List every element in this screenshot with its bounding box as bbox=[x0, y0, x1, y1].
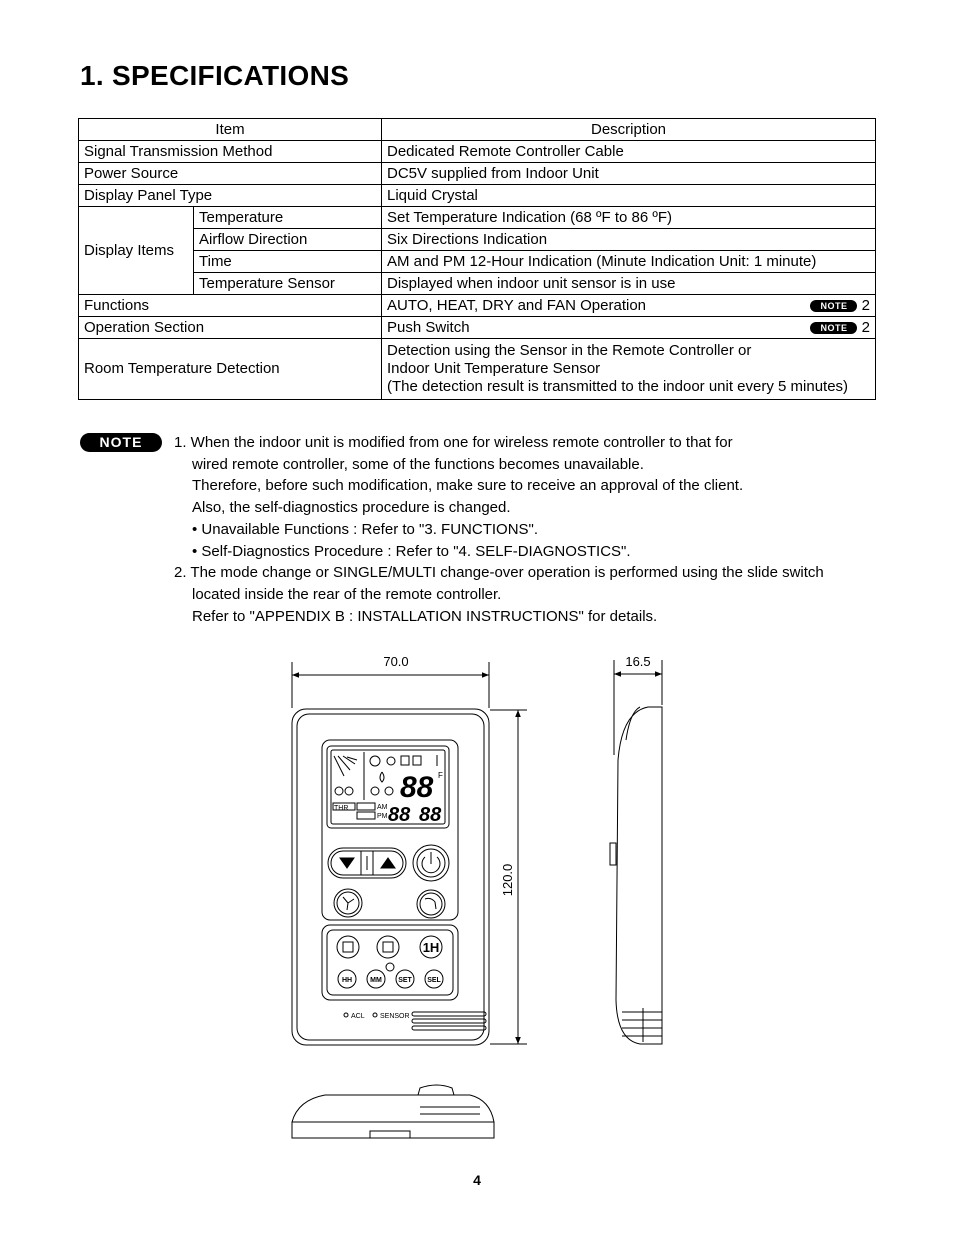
note-line: 1. When the indoor unit is modified from one for wireless remote controller to that for bbox=[174, 434, 733, 451]
cell-desc: Six Directions Indication bbox=[382, 229, 876, 251]
vent-slots bbox=[412, 1012, 486, 1030]
sensor-indicator-icon bbox=[373, 1013, 377, 1017]
sensor-label: SENSOR bbox=[380, 1013, 410, 1020]
note-line: Therefore, before such modification, make sure to receive an approval of the client. bbox=[192, 477, 744, 495]
desc-line: Detection using the Sensor in the Remote Controller or bbox=[387, 342, 752, 359]
side-view bbox=[610, 707, 662, 1044]
header-item: Item bbox=[79, 119, 382, 141]
cell-item: Display Items bbox=[79, 207, 194, 295]
header-description: Description bbox=[382, 119, 876, 141]
cell-subitem: Temperature bbox=[194, 207, 382, 229]
note-badge: NOTE bbox=[810, 300, 857, 312]
lcd-am: AM bbox=[377, 804, 388, 811]
note-line: 2. The mode change or SINGLE/MULTI change-over operation is performed using the slide switch bbox=[174, 564, 824, 582]
lcd-small-digits-2: 88 bbox=[419, 804, 442, 826]
acl-label: ACL bbox=[351, 1013, 365, 1020]
lcd-pm: PM bbox=[377, 813, 388, 820]
note-number: 2 bbox=[861, 296, 870, 314]
cell-subitem: Airflow Direction bbox=[194, 229, 382, 251]
cell-desc: Liquid Crystal bbox=[382, 185, 876, 207]
height-label: 120.0 bbox=[500, 863, 515, 897]
one-hour-button-label: 1H bbox=[422, 940, 440, 955]
page-number: 4 bbox=[473, 1172, 481, 1188]
cell-subitem: Time bbox=[194, 251, 382, 273]
desc-text: Push Switch bbox=[387, 318, 470, 336]
louver-icon bbox=[417, 890, 445, 918]
cell-item: Functions bbox=[79, 295, 382, 317]
note-line: Refer to "APPENDIX B : INSTALLATION INSTRUCTIONS" for details. bbox=[192, 607, 658, 625]
power-icon bbox=[413, 845, 449, 881]
note-number: 2 bbox=[861, 318, 870, 336]
note-line: • Self-Diagnostics Procedure : Refer to "4. SELF-DIAGNOSTICS". bbox=[192, 542, 631, 560]
page-title: 1. SPECIFICATIONS bbox=[80, 60, 350, 91]
lcd-small-digits: 88 bbox=[388, 804, 411, 826]
bottom-view bbox=[292, 1085, 494, 1138]
temperature-buttons bbox=[328, 848, 406, 878]
depth-label: 16.5 bbox=[625, 654, 651, 669]
cell-desc: Set Temperature Indication (68 ºF to 86 ºF) bbox=[382, 207, 876, 229]
note-line: • Unavailable Functions : Refer to "3. FUNCTIONS". bbox=[192, 520, 539, 538]
sel-button-label: SEL bbox=[427, 977, 441, 984]
cell-item: Operation Section bbox=[79, 317, 382, 339]
cell-desc: Dedicated Remote Controller Cable bbox=[382, 141, 876, 163]
desc-line: Indoor Unit Temperature Sensor bbox=[387, 360, 601, 377]
note-badge: NOTE bbox=[80, 433, 162, 452]
cell-desc: DC5V supplied from Indoor Unit bbox=[382, 163, 876, 185]
desc-line: (The detection result is transmitted to the indoor unit every 5 minutes) bbox=[387, 378, 849, 395]
acl-indicator-icon bbox=[344, 1013, 348, 1017]
note-line: located inside the rear of the remote controller. bbox=[192, 585, 502, 603]
set-button-label: SET bbox=[398, 977, 412, 984]
timer-panel bbox=[322, 925, 458, 1000]
fan-icon bbox=[334, 889, 362, 917]
lcd-big-digits: 88 bbox=[400, 771, 434, 804]
note-line: Also, the self-diagnostics procedure is changed. bbox=[192, 499, 511, 517]
cell-item: Power Source bbox=[79, 163, 382, 185]
cell-item: Display Panel Type bbox=[79, 185, 382, 207]
cell-item: Room Temperature Detection bbox=[79, 339, 382, 400]
hh-button-label: HH bbox=[341, 977, 353, 984]
cell-subitem: Temperature Sensor bbox=[194, 273, 382, 295]
width-label: 70.0 bbox=[383, 654, 409, 669]
note-badge: NOTE bbox=[810, 322, 857, 334]
cell-desc: AM and PM 12-Hour Indication (Minute Indication Unit: 1 minute) bbox=[382, 251, 876, 273]
cell-item: Signal Transmission Method bbox=[79, 141, 382, 163]
lcd-thr: THR bbox=[334, 805, 349, 812]
note-line: wired remote controller, some of the functions becomes unavailable. bbox=[192, 455, 644, 473]
desc-text: AUTO, HEAT, DRY and FAN Operation bbox=[387, 296, 646, 314]
cell-desc: Displayed when indoor unit sensor is in use bbox=[382, 273, 876, 295]
lcd-unit: F bbox=[438, 771, 443, 780]
mm-button-label: MM bbox=[370, 977, 382, 984]
